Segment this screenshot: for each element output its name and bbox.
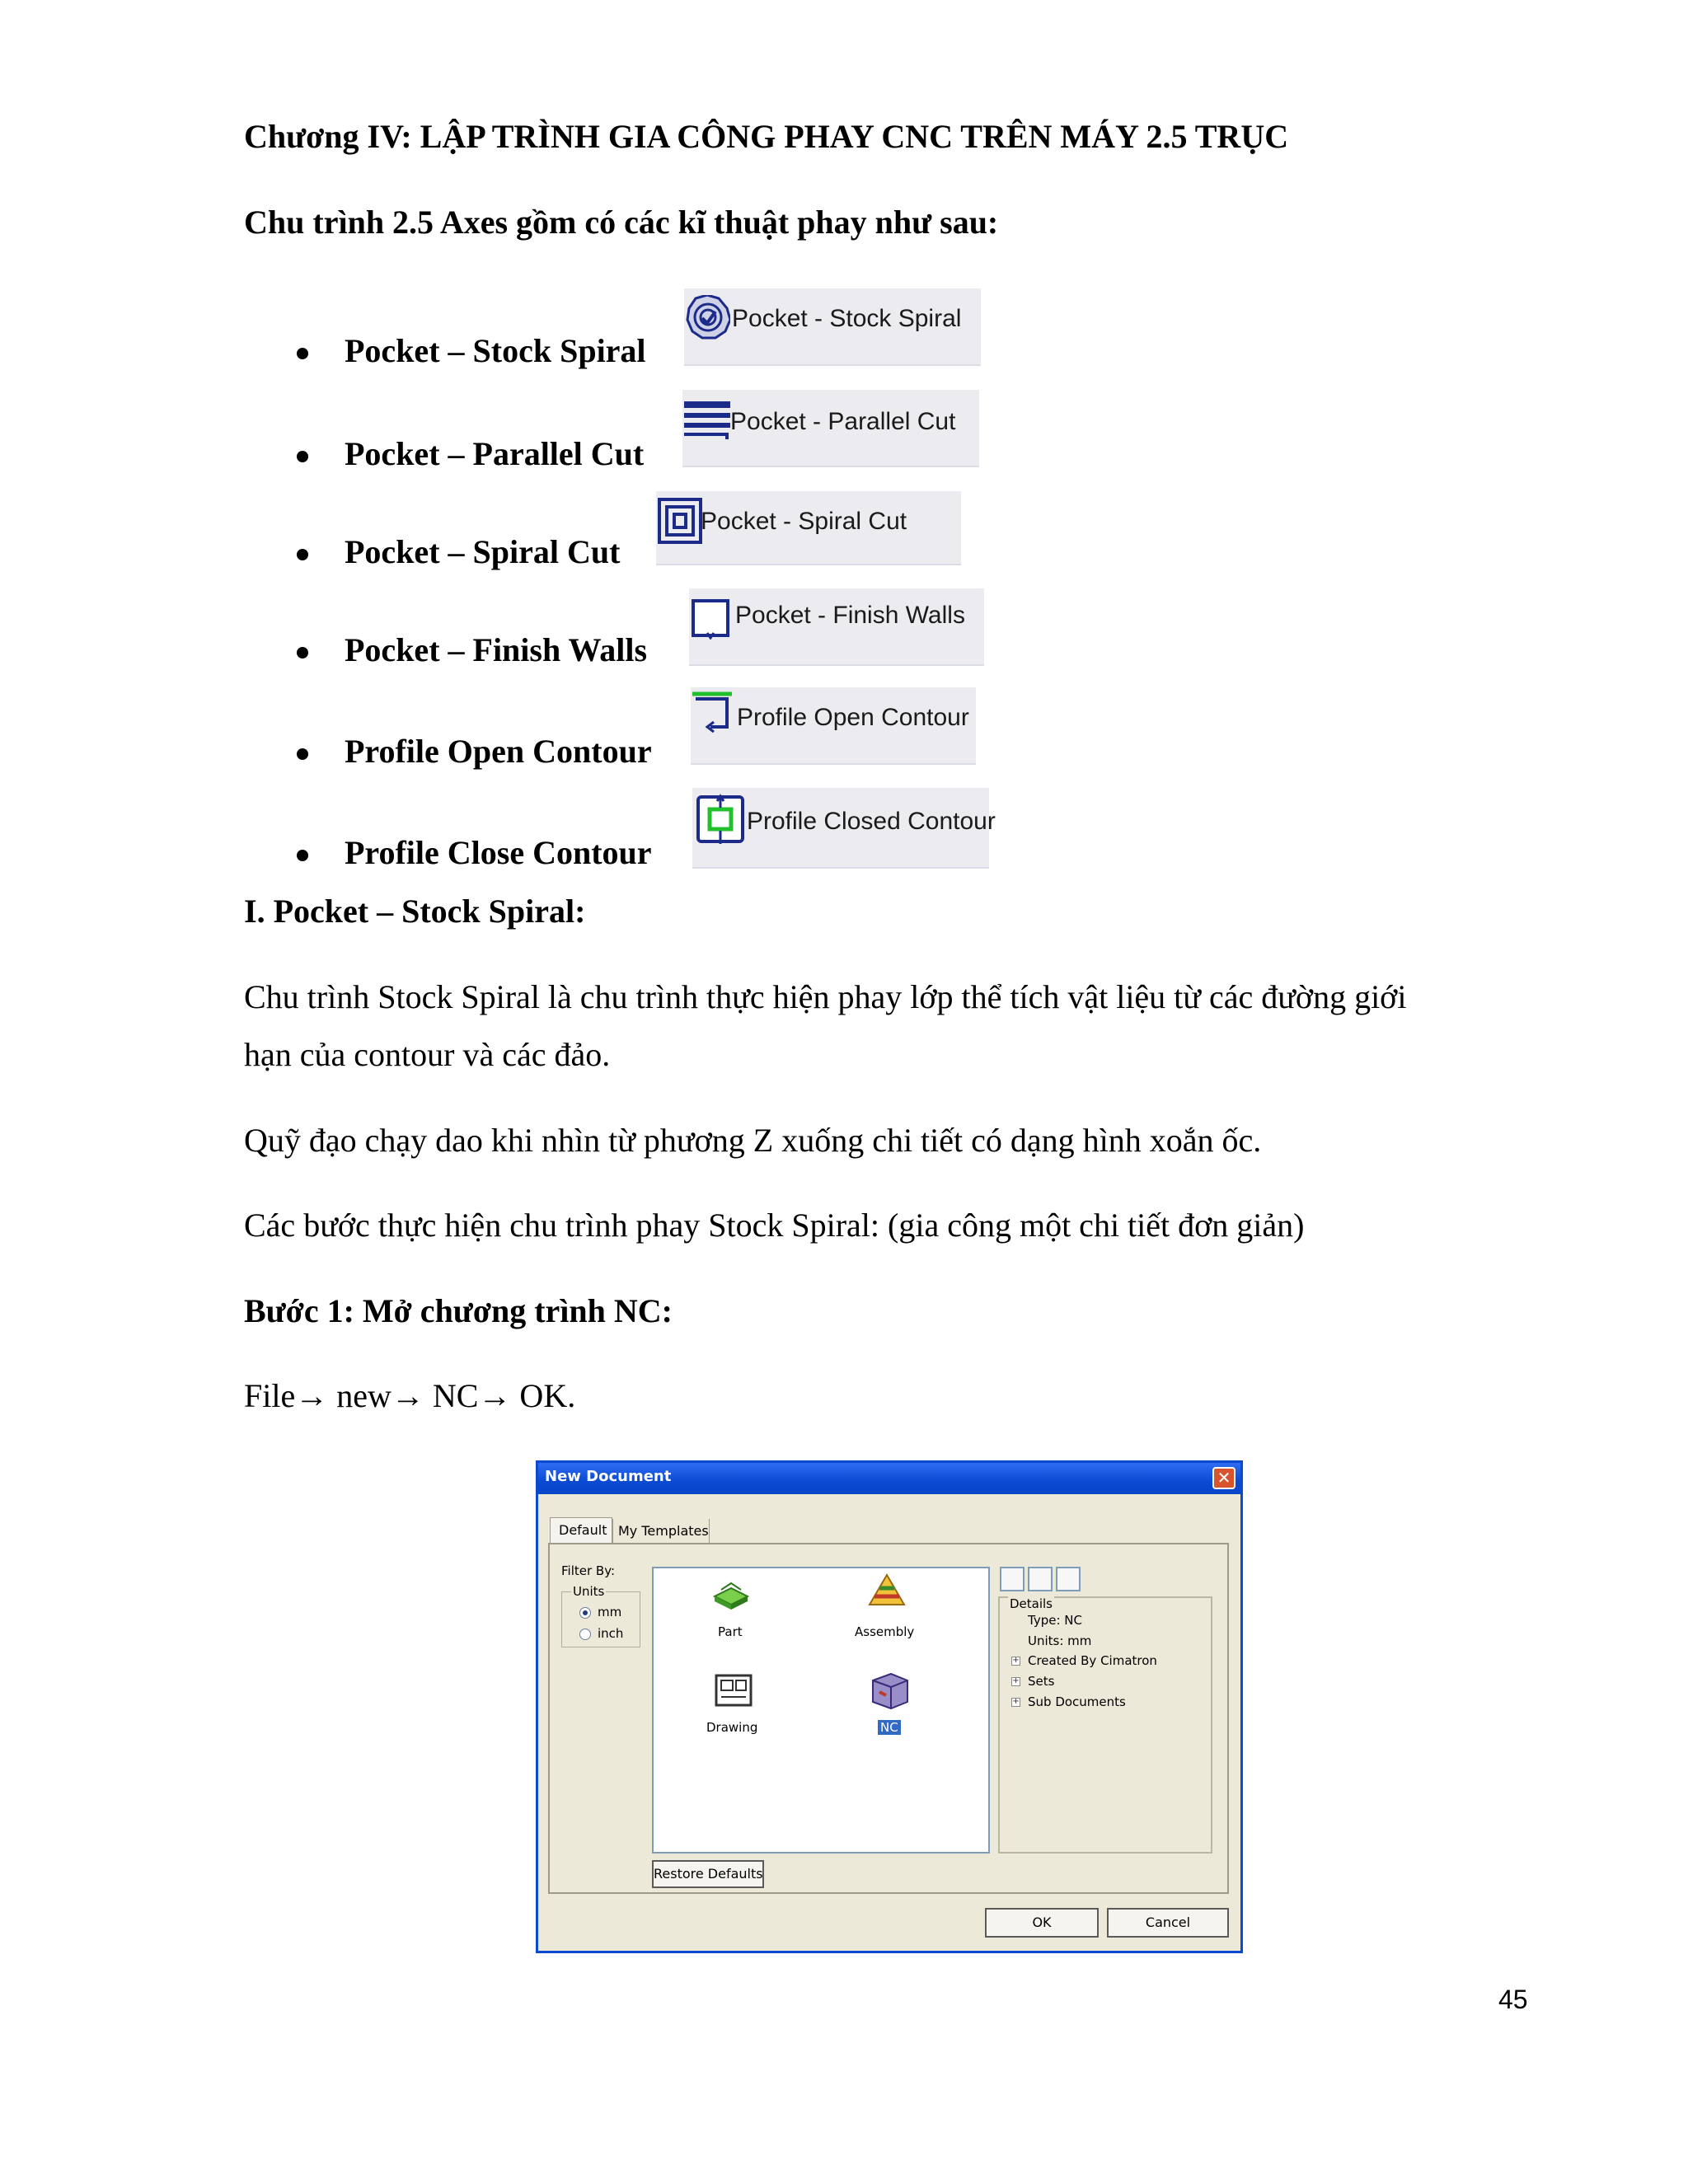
open-contour-button-label: Profile Open Contour [737,704,969,731]
chapter-title: Chương IV: LẬP TRÌNH GIA CÔNG PHAY CNC TRÊN MÁY 2.5 TRỤC [244,118,1289,155]
closed-contour-button-label: Profile Closed Contour [747,808,996,835]
closed-contour-button[interactable] [692,788,996,869]
parallel-cut-icon [682,400,732,441]
dialog-title: New Document [545,1468,672,1485]
filter-by-label: Filter By: [561,1563,616,1578]
tab-default-label: Default [559,1522,607,1538]
template-label: Assembly [855,1624,915,1639]
close-icon[interactable]: ✕ [1212,1467,1236,1489]
bullet-dot [297,748,308,760]
tab-my-templates-label: My Templates [618,1523,709,1539]
paragraph: hạn của contour và các đảo. [244,1036,611,1073]
parallel-cut-button[interactable] [682,390,979,467]
step1-heading: Bước 1: Mở chương trình NC: [244,1292,673,1329]
large-icons-view-icon[interactable] [1000,1567,1025,1591]
cancel-button[interactable]: Cancel [1107,1908,1229,1938]
template-label: Part [718,1624,743,1639]
unit-inch-label: inch [598,1626,624,1641]
paragraph: Các bước thực hiện chu trình phay Stock Spiral: (gia công một chi tiết đơn giản) [244,1207,1305,1244]
closed-contour-icon [696,793,745,847]
detail-type: Type: NC [1028,1613,1082,1628]
template-list [652,1567,990,1854]
stock-spiral-button[interactable] [684,288,981,366]
stock-spiral-button-label: Pocket - Stock Spiral [732,305,962,332]
expand-icon[interactable]: + [1012,1676,1020,1685]
unit-mm-label: mm [598,1605,622,1619]
list-view-icon[interactable] [1056,1567,1081,1591]
template-drawing[interactable] [695,1674,777,1740]
expand-icon[interactable]: + [1012,1656,1020,1665]
spiral-cut-icon [658,498,702,544]
dialog-title-bar[interactable] [538,1463,1240,1494]
units-label: Units [573,1584,605,1599]
section-heading: I. Pocket – Stock Spiral: [244,893,586,930]
technique-label: Pocket – Stock Spiral [345,332,646,369]
unit-mm-radio[interactable] [579,1607,591,1619]
parallel-cut-button-label: Pocket - Parallel Cut [730,408,956,435]
bullet-dot [297,647,308,658]
assembly-icon [866,1573,907,1610]
technique-label: Profile Close Contour [345,834,652,871]
bullet-dot [297,348,308,359]
nc-icon [868,1669,912,1713]
step1-path: File→ new→ NC→ OK. [244,1377,576,1414]
finish-walls-button-label: Pocket - Finish Walls [735,602,965,629]
detail-tree-item[interactable]: Created By Cimatron [1028,1653,1157,1668]
unit-inch-radio[interactable] [579,1629,591,1640]
technique-label: Profile Open Contour [345,733,652,770]
restore-defaults-button[interactable]: Restore Defaults [652,1860,764,1888]
template-nc[interactable] [858,1669,924,1745]
template-label: NC [878,1720,901,1735]
page-number: 45 [1498,1985,1528,2014]
finish-walls-button[interactable] [689,588,984,666]
open-contour-icon [691,691,737,740]
intro-heading: Chu trình 2.5 Axes gồm có các kĩ thuật phay như sau: [244,204,999,241]
tab-my-templates[interactable] [612,1519,710,1544]
paragraph: Quỹ đạo chạy dao khi nhìn từ phương Z xuống chi tiết có dạng hình xoắn ốc. [244,1122,1262,1159]
spiral-cut-button-label: Pocket - Spiral Cut [701,508,907,535]
small-icons-view-icon[interactable] [1028,1567,1053,1591]
drawing-icon [715,1674,753,1707]
open-contour-button[interactable] [691,687,976,765]
finish-walls-icon [691,598,730,640]
bullet-dot [297,850,308,861]
paragraph: Chu trình Stock Spiral là chu trình thực hiện phay lớp thể tích vật liệu từ các đường giới [244,978,1407,1015]
technique-label: Pocket – Parallel Cut [345,435,645,472]
expand-icon[interactable]: + [1012,1697,1020,1706]
detail-tree-item[interactable]: Sub Documents [1028,1694,1126,1709]
bullet-dot [297,451,308,462]
details-label: Details [1010,1596,1053,1611]
template-label: Drawing [706,1720,758,1735]
template-part[interactable] [695,1580,769,1646]
new-document-dialog [536,1460,1243,1953]
part-icon [711,1580,751,1610]
technique-label: Pocket – Spiral Cut [345,533,621,570]
bullet-dot [297,549,308,560]
spiral-cut-button[interactable] [656,491,961,565]
details-pane [998,1596,1212,1854]
detail-tree-item[interactable]: Sets [1028,1674,1055,1689]
technique-label: Pocket – Finish Walls [345,631,648,668]
tab-default[interactable] [550,1517,612,1544]
ok-button[interactable]: OK [985,1908,1099,1938]
detail-units: Units: mm [1028,1633,1092,1648]
template-assembly[interactable] [842,1573,932,1646]
stock-spiral-icon [686,295,730,340]
